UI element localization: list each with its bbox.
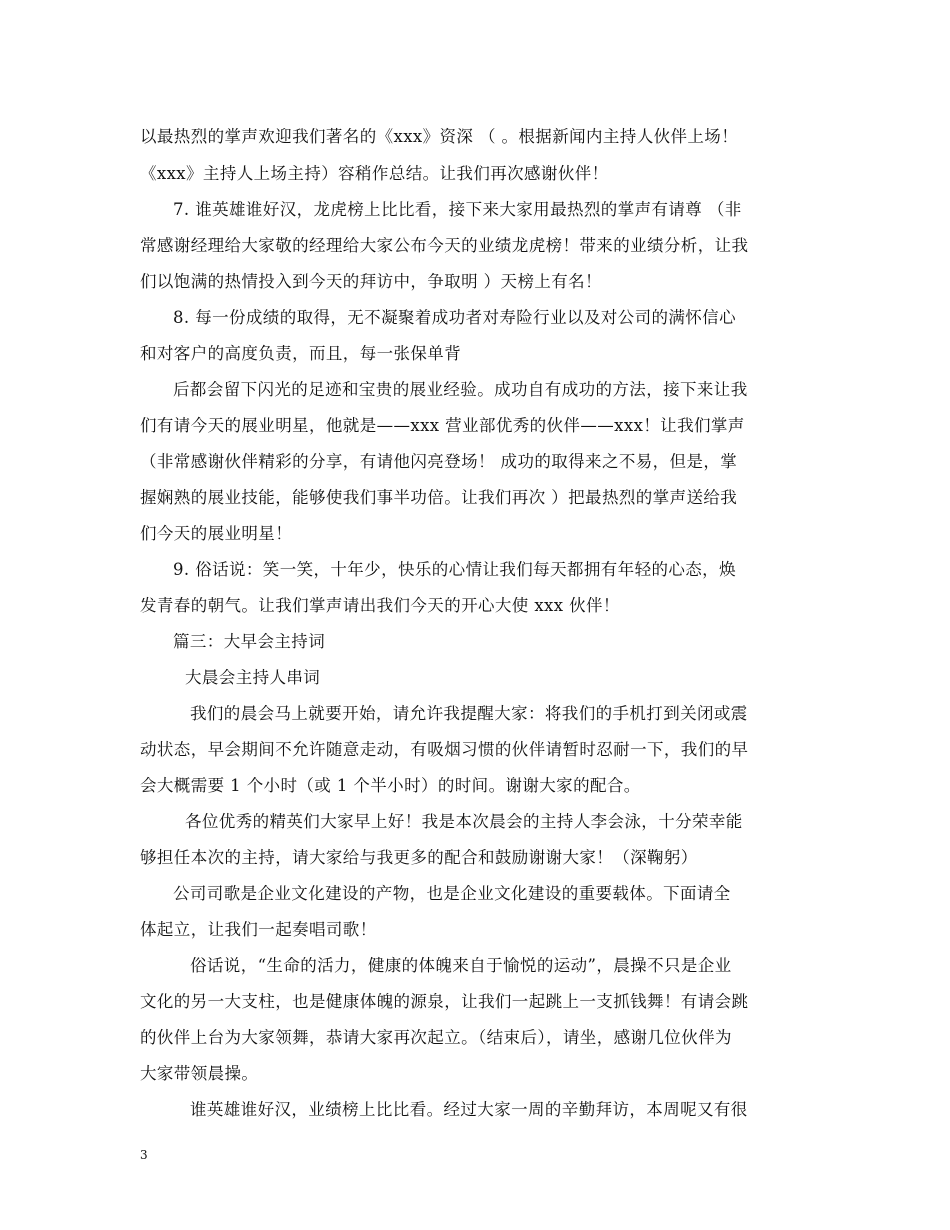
text-line-5: 们以饱满的热情投入到今天的拜访中，争取明 ）天榜上有名！ xyxy=(140,272,602,291)
text-line-14: 发青春的朝气。让我们掌声请出我们今天的开心大使 xxx 伙伴！ xyxy=(140,596,620,615)
text-line-27: 大家带领晨操。 xyxy=(140,1064,259,1083)
text-line-18: 动状态，早会期间不允许随意走动，有吸烟习惯的伙伴请暂时忍耐一下，我们的早 xyxy=(140,740,749,759)
text-line-20: 各位优秀的精英们大家早上好！我是本次晨会的主持人李会泳，十分荣幸能 xyxy=(185,812,743,831)
text-line-23: 体起立，让我们一起奏唱司歌！ xyxy=(140,920,377,939)
text-line-22: 公司司歌是企业文化建设的产物，也是企业文化建设的重要载体。下面请全 xyxy=(173,884,731,903)
text-line-26: 的伙伴上台为大家领舞，恭请大家再次起立。（结束后），请坐，感谢几位伙伴为 xyxy=(140,1028,732,1047)
text-line-9: 们有请今天的展业明星，他就是——xxx 营业部优秀的伙伴——xxx！让我们掌声 xyxy=(140,416,745,435)
text-line-28: 谁英雄谁好汉，业绩榜上比比看。经过大家一周的辛勤拜访，本周呢又有很 xyxy=(190,1100,748,1119)
text-line-8: 后都会留下闪光的足迹和宝贵的展业经验。成功自有成功的方法，接下来让我 xyxy=(173,380,748,399)
text-line-17: 我们的晨会马上就要开始，请允许我提醒大家：将我们的手机打到关闭或震 xyxy=(190,704,748,723)
text-line-3: 7. 谁英雄谁好汉，龙虎榜上比比看，接下来大家用最热烈的掌声有请尊 （非 xyxy=(173,200,742,219)
text-line-25: 文化的另一大支柱，也是健康体魄的源泉，让我们一起跳上一支抓钱舞！有请会跳 xyxy=(140,992,749,1011)
text-line-24: 俗话说，“生命的活力，健康的体魄来自于愉悦的运动”，晨操不只是企业 xyxy=(190,956,732,975)
text-line-6: 8. 每一份成绩的取得，无不凝聚着成功者对寿险行业以及对公司的满怀信心 xyxy=(173,308,736,327)
text-line-4: 常感谢经理给大家敬的经理给大家公布今天的业绩龙虎榜！带来的业绩分析，让我 xyxy=(140,236,749,255)
text-line-10: （非常感谢伙伴精彩的分享，有请他闪亮登场！ 成功的取得来之不易，但是，掌 xyxy=(140,452,738,471)
text-line-1: 以最热烈的掌声欢迎我们著名的《xxx》资深 （ 。根据新闻内主持人伙伴上场！ xyxy=(140,127,739,146)
text-line-2: 《xxx》主持人上场主持）容稍作总结。让我们再次感谢伙伴！ xyxy=(140,164,609,183)
section-heading: 篇三：大早会主持词 xyxy=(173,632,326,651)
text-line-11: 握娴熟的展业技能，能够使我们事半功倍。让我们再次 ）把最热烈的掌声送给我 xyxy=(140,488,738,507)
text-line-7: 和对客户的高度负责，而且，每一张保单背 xyxy=(140,344,462,363)
page-number: 3 xyxy=(140,1148,148,1162)
text-line-12: 们今天的展业明星！ xyxy=(140,524,293,543)
text-line-21: 够担任本次的主持，请大家给与我更多的配合和鼓励谢谢大家！（深鞠躬） xyxy=(140,848,698,867)
subheading: 大晨会主持人串词 xyxy=(185,668,321,687)
text-line-19: 会大概需要 1 个小时（或 1 个半小时）的时间。谢谢大家的配合。 xyxy=(140,776,641,795)
text-line-13: 9. 俗话说：笑一笑，十年少，快乐的心情让我们每天都拥有年轻的心态，焕 xyxy=(173,560,736,579)
